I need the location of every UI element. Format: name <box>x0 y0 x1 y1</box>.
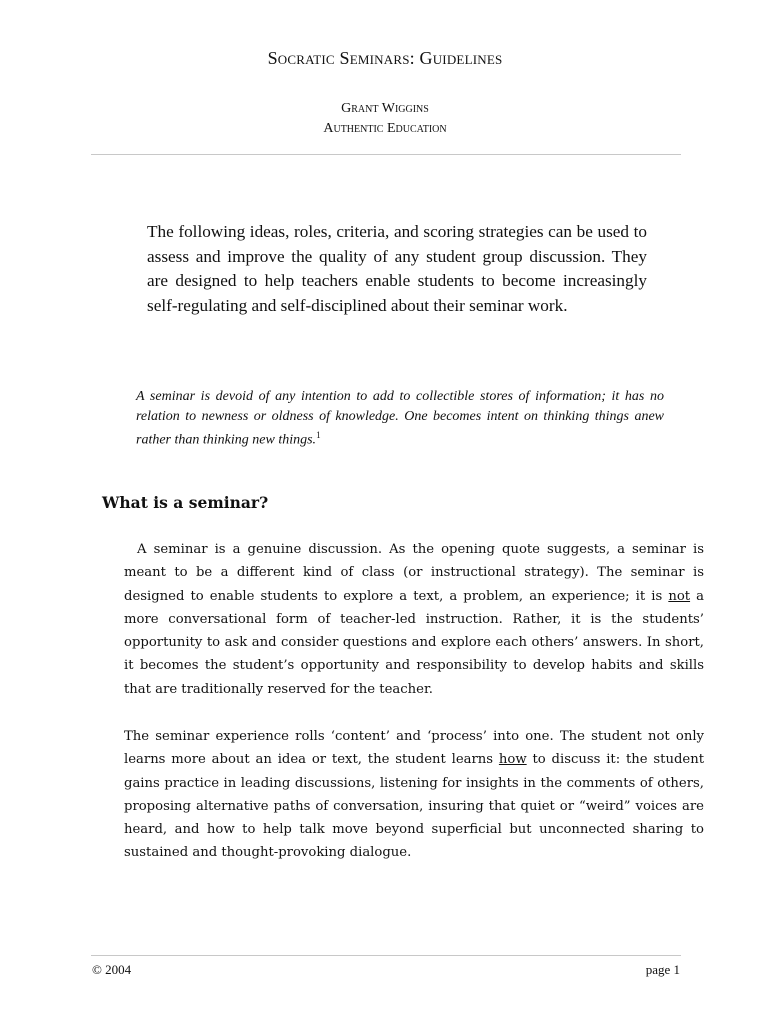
paragraph-2-underlined: how <box>498 752 527 768</box>
organization-name: Authentic Education <box>323 121 447 136</box>
paragraph-2-text-b: to discuss it: the student gains practice in leading discussions, listening for insights in the comments of others, proposing alternative paths of conversation, insuring that quiet or “weird” voices are heard, and how to help talk move beyond superficial but unconnected sharing to sustained and thought-provoking dialogue. <box>124 752 705 861</box>
paragraph-2-text-a: The seminar experience rolls ‘content’ and ‘process’ into one. The student not only learns more about an idea or text, the student learns <box>124 729 704 768</box>
paragraph-1-underlined: not <box>668 588 691 604</box>
paragraph-2 <box>124 725 704 865</box>
paragraph-1-text-a: A seminar is a genuine discussion. As the opening quote suggests, a seminar is meant to be a different kind of class (or instructional strategy). The seminar is designed to enable students to explore a text, a problem, an experience; it is <box>124 542 704 604</box>
header-divider <box>91 154 681 155</box>
footer-page-number: page 1 <box>645 962 680 977</box>
paragraph-1-text-b: a more conversational form of teacher-led instruction. Rather, it is the students’ opportunity to ask and consider questions and explore each others’ answers. In short, it becomes the student’s opportunity and responsibility to develop habits and skills that are traditionally reserved for the teacher. <box>124 588 705 697</box>
paragraph-1 <box>124 538 704 701</box>
epigraph-quote <box>136 387 664 450</box>
intro-paragraph: The following ideas, roles, criteria, and scoring strategies can be used to assess and improve the quality of any student group discussion. They are designed to help teachers enable students to become increasingly self-regulating and self-disciplined about their seminar work. <box>147 222 647 315</box>
document-title: Socratic Seminars: Guidelines <box>267 48 503 68</box>
author-name: Grant Wiggins <box>341 101 429 116</box>
footnote-marker: 1 <box>316 430 321 440</box>
footer-divider <box>91 955 681 956</box>
section-heading: What is a seminar? <box>102 493 269 512</box>
footer-copyright: © 2004 <box>92 962 132 977</box>
quote-text: A seminar is devoid of any intention to add to collectible stores of information; it has no relation to newness or oldness of knowledge. One becomes intent on thinking things anew rather than thinking new things. <box>136 389 664 448</box>
